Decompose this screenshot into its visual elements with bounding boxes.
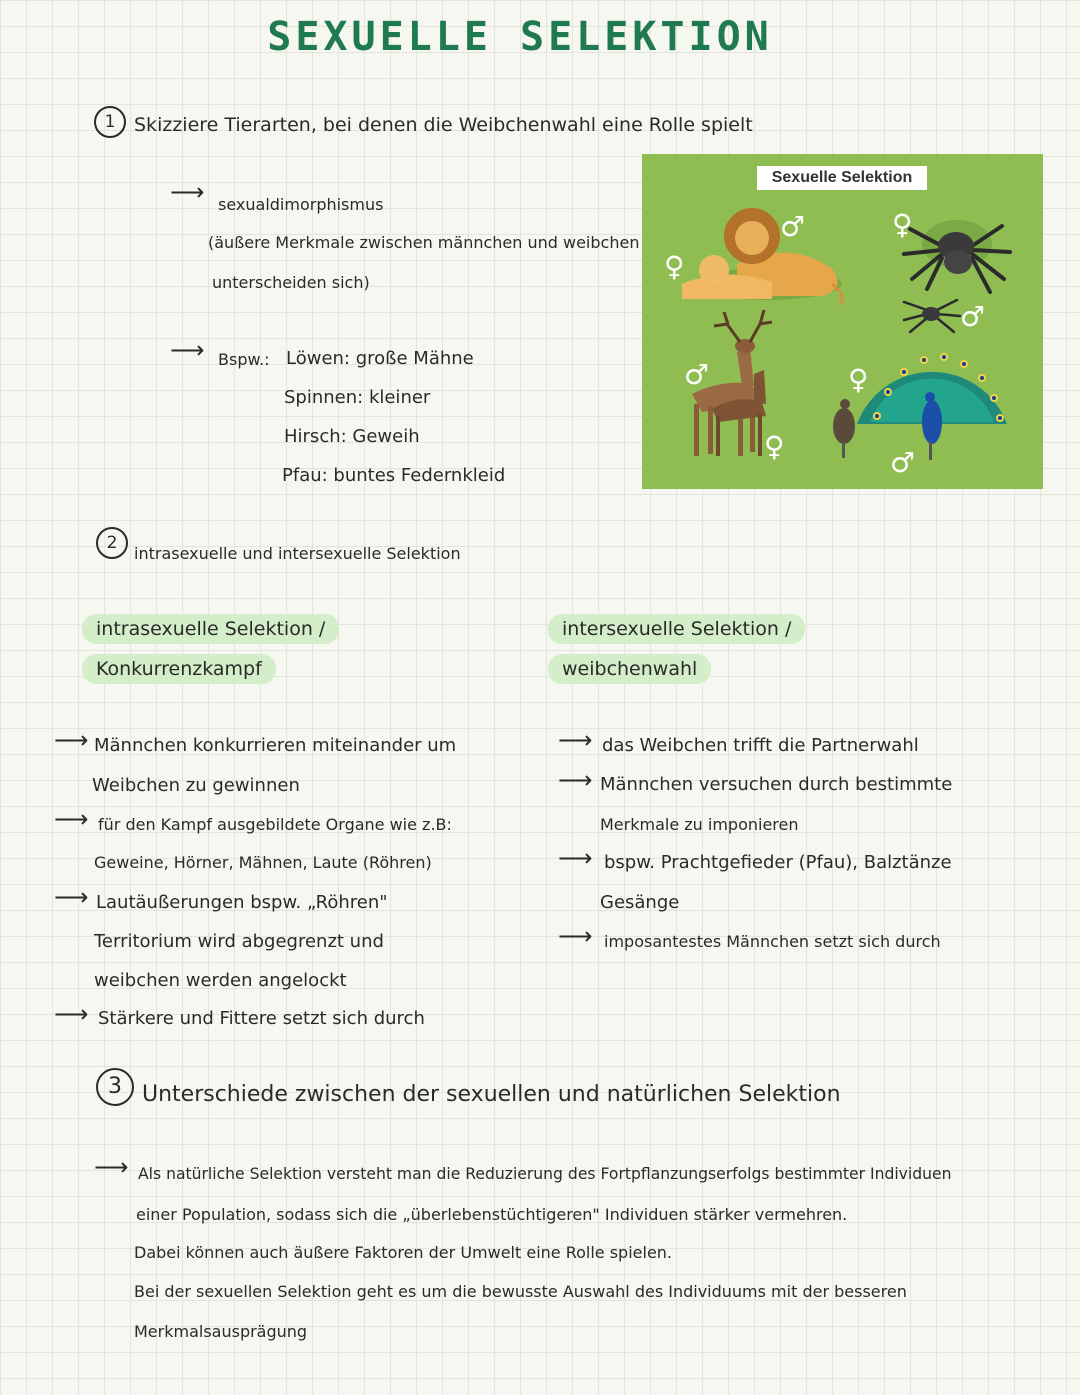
example-peacock: Pfau: buntes Federnkleid (282, 465, 506, 486)
example-prefix: Bspw.: (218, 350, 270, 369)
arrow-icon: ⟶ (54, 1000, 89, 1028)
example-spider: Spinnen: kleiner (284, 387, 431, 408)
arrow-icon: ⟶ (558, 726, 593, 754)
arrow-icon: ⟶ (558, 922, 593, 950)
inter-line-1: das Weibchen trifft die Partnerwahl (602, 735, 919, 756)
inter-line-2: Männchen versuchen durch bestimmte (600, 774, 953, 795)
inter-line-5: Gesänge (600, 892, 680, 913)
inter-line-6: imposantestes Männchen setzt sich durch (604, 932, 941, 951)
example-deer: Hirsch: Geweih (284, 426, 420, 447)
intersexual-title-1: intersexuelle Selektion / (548, 614, 805, 644)
section-3-line-2: einer Population, sodass sich die „überlebenstüchtigeren" Individuen stärker vermehren. (136, 1205, 848, 1224)
animals-svg (642, 154, 1043, 489)
lion-pair-icon (682, 208, 842, 304)
example-lion: Löwen: große Mähne (286, 348, 474, 369)
section-3-line-5: Merkmalsausprägung (134, 1322, 308, 1341)
arrow-icon: ⟶ (54, 726, 89, 754)
intra-line-4: Geweine, Hörner, Mähnen, Laute (Röhren) (94, 853, 432, 872)
section-2-number: 2 (96, 527, 128, 559)
intra-line-8: Stärkere und Fittere setzt sich durch (98, 1008, 425, 1029)
female-symbol-deer: ♀ (764, 430, 785, 463)
intrasexual-title-1: intrasexuelle Selektion / (82, 614, 339, 644)
arrow-icon: ⟶ (54, 805, 89, 833)
section-3-line-3: Dabei können auch äußere Faktoren der Umwelt eine Rolle spielen. (134, 1243, 673, 1262)
intrasexual-title-2: Konkurrenzkampf (82, 654, 276, 684)
intra-line-6: Territorium wird abgegrenzt und (94, 931, 384, 952)
inter-line-4: bspw. Prachtgefieder (Pfau), Balztänze (604, 852, 952, 873)
intersexual-title-2: weibchenwahl (548, 654, 711, 684)
intra-line-5: Lautäußerungen bspw. „Röhren" (96, 892, 388, 913)
sexual-selection-illustration (642, 154, 1043, 489)
arrow-icon: ⟶ (558, 766, 593, 794)
sexualdimorphismus-desc-1: (äußere Merkmale zwischen männchen und weibchen (208, 233, 640, 252)
female-symbol-peacock: ♀ (848, 363, 869, 396)
spider-pair-icon (904, 220, 1010, 332)
section-3-line-1: Als natürliche Selektion versteht man die Reduzierung des Fortpflanzungserfolgs bestimmter Individuen (138, 1165, 952, 1183)
section-3-number: 3 (96, 1068, 134, 1106)
arrow-icon: ⟶ (54, 883, 89, 911)
female-symbol-spider: ♀ (892, 208, 913, 241)
section-3-line-4: Bei der sexuellen Selektion geht es um die bewusste Auswahl des Individuums mit der besseren (134, 1282, 907, 1301)
male-symbol-peacock: ♂ (890, 446, 916, 479)
male-symbol-lion: ♂ (780, 210, 806, 243)
page-title: SEXUELLE SELEKTION (267, 14, 773, 60)
intra-line-1: Männchen konkurrieren miteinander um (94, 735, 457, 756)
intra-line-7: weibchen werden angelockt (94, 970, 347, 991)
male-symbol-deer: ♂ (684, 358, 710, 391)
arrow-icon: ⟶ (170, 336, 205, 364)
inter-line-3: Merkmale zu imponieren (600, 815, 799, 834)
sexualdimorphismus-desc-2: unterscheiden sich) (212, 273, 370, 292)
arrow-icon: ⟶ (94, 1153, 129, 1181)
section-2-heading: intrasexuelle und intersexuelle Selektion (134, 544, 461, 563)
intra-line-3: für den Kampf ausgebildete Organe wie z.B: (98, 815, 452, 834)
section-1-number: 1 (94, 106, 126, 138)
section-3-heading: Unterschiede zwischen der sexuellen und natürlichen Selektion (142, 1082, 841, 1107)
female-symbol-lion: ♀ (664, 250, 685, 283)
arrow-icon: ⟶ (170, 178, 205, 206)
sexualdimorphismus-text: sexualdimorphismus (218, 195, 384, 214)
illustration-label: Sexuelle Selektion (757, 166, 927, 190)
intra-line-2: Weibchen zu gewinnen (92, 775, 300, 796)
arrow-icon: ⟶ (558, 844, 593, 872)
section-1-heading: Skizziere Tierarten, bei denen die Weibchenwahl eine Rolle spielt (134, 114, 753, 136)
male-symbol-spider: ♂ (960, 300, 986, 333)
